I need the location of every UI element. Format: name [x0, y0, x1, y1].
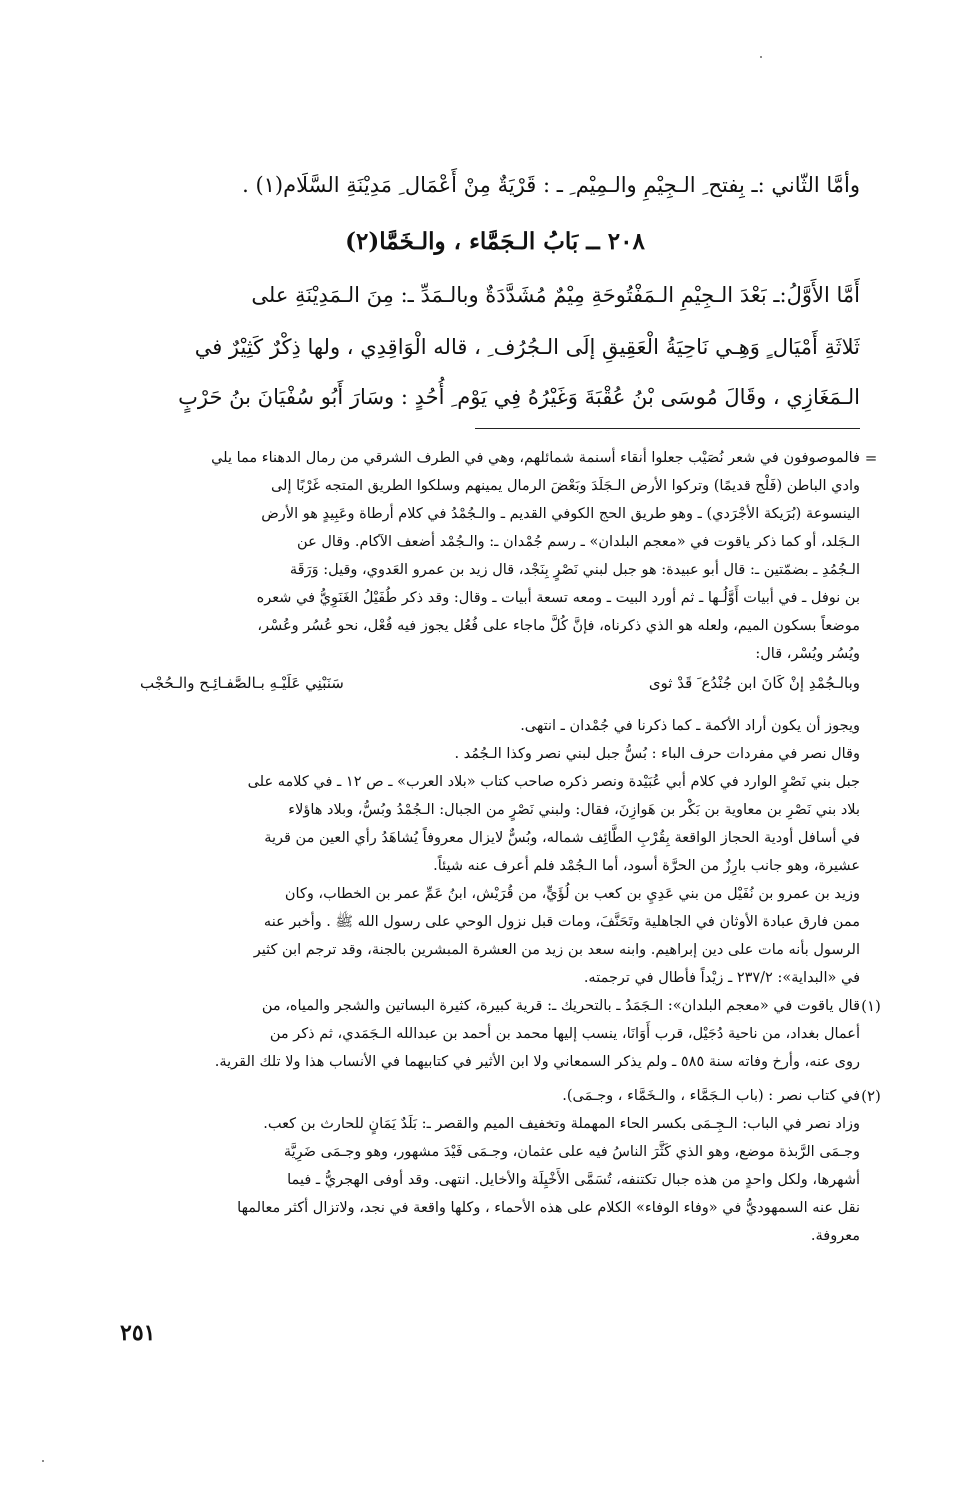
footnote-line: ممن فارق عبادة الأوثان في الجاهلية وتَحَنَّفَ، ومات قبل نزول الوحي على رسول الله ﷺ . وأخبر عنه: [263, 914, 860, 930]
footnote-2-line: معروفة.: [810, 1228, 860, 1244]
footnote-1-line: قال ياقوت في «معجم البلدان»: الـجَمَدُ ـ بالتحريك ـ: قرية كبيرة، كثيرة البساتين والشجر والمياه، من: [261, 998, 860, 1014]
footnote-1-line: روى عنه، وأرخ وفاته سنة ٥٨٥ ـ ولم يذكر السمعاني ولا ابن الأثير في كتابيهما في الأنساب هذا ولا تلك القرية.: [214, 1054, 860, 1070]
footnote-cont-line: موضعاً بسكون الميم، ولعله هو الذي ذكرناه، فإنَّ كُلَّ ماجاء على فُعُل يجوز فيه فُعْل، نحو عُسُر وعُسْر،: [257, 618, 860, 634]
continuation-marker: =: [864, 449, 878, 467]
scan-speck: [42, 1460, 44, 1462]
main-paragraph-line-1: أَمَّا الأَوَّلُ:ـ بَعْدَ الـجِيْمِ الـمَفْتُوحَةِ مِيْمٌ مُشَدَّدَةٌ وبالـمَدِّ ـ: مِنَ الـمَدِيْنَةِ على: [251, 283, 860, 307]
scan-speck: [760, 56, 762, 58]
footnote-line: عشيرة، وهو جانب بارِزٌ من الحرَّة أسود، أما الـجُمْد فلم أعرف عنه شيئاً.: [433, 858, 860, 874]
footnote-cont-line: فالموصوفون في شعر نُصَيْب جعلوا أنقاء أسنمة شمائلهم، وهي في الطرف الشرقي من رمال الدهناء مما يلي: [211, 450, 860, 466]
footnote-2-line: أشهرها، ولكل واحدٍ من هذه جبال تكتنفه، تُسَمَّى الأَخْيِلَة والأخايل. انتهى. وقد أوفى الهجريُّ ـ فيما: [287, 1172, 860, 1188]
footnote-2-line: وزاد نصر في الباب: الـجِـمَى بكسر الحاء المهملة وتخفيف الميم والقصر ـ: بَلَدٌ يَمَانٍ للحارث بن كعب.: [263, 1116, 860, 1132]
page-number: ٢٥١: [120, 1320, 156, 1346]
footnote-cont-line: الـجَلد، أو كما ذكر ياقوت في «معجم البلدان» ـ رسم جُمْدان ـ: والـجُمْد أضعف الآكام. وقال عن: [297, 534, 860, 550]
verse-hemistich-first: وبالـجُمْدِ إنْ كَانَ ابن جُنْدُع َ قَدْ ثوى: [648, 674, 860, 692]
footnote-line: الرسول بأنه مات على دين إبراهيم. وابنه سعد بن زيد من العشرة المبشرين بالجنة، وقد ترجم ابن كثير: [253, 942, 860, 958]
poetry-verse: [140, 668, 860, 698]
footnote-cont-line: ويُسُر ويُسْر، قال:: [755, 646, 860, 662]
footnote-2-line: في كتاب نصر : (باب الـجَمَّاء ، والـخَمَّاء ، وجـمَى).: [562, 1088, 860, 1104]
footnote-cont-line: الينسوعة (بُرَيكة الأجْرَدي) ـ وهو طريق الحج الكوفي القديم ـ والـجُمْدُ في كلام أرطاة وعَبِيدٍ هو الأرض: [261, 506, 860, 522]
footnote-cont-line: وادي الباطن (فَلْج قديمًا) وتركوا الأرض الـجَلَدَ وبَعْضَ الرمال يمينهم وسلكوا الطريق المتجه غَرْبًا إلى: [270, 478, 860, 494]
footnote-line: بلاد بني نَصْرِ بن معاوية بن بَكْر بن هَوازِنَ، فقال: ولبني نَصْرٍ من الجبال: الـجُمْدُ وبُسُّ، وبلاد هاؤلاء: [288, 802, 860, 818]
footnote-line: وقال نصر في مفردات حرف الباء : بُسُّ جبل لبني نصر وكذا الـجُمُد .: [454, 746, 860, 762]
footnote-1-marker: (١): [861, 997, 881, 1015]
footnote-line: في أسافل أودية الحجاز الواقعة بِقُرْبِ الطَّائِف شماله، وبُسٌّ لايزال معروفاً يُشاهَدُ رأي العين من قرية: [264, 830, 860, 846]
footnote-1-line: أعمال بغداد، من ناحية دُجَيْل، قرب أَوَانَا، ينسب إليها محمد بن أحمد بن عبدالله الـجَمَدي، ثم ذكر من: [269, 1026, 860, 1042]
footnote-line: وزيد بن عمرو بن نُفَيْل من بني عَدِيِ بن كعب بن لُؤَيٍّ، من قُرَيْش، ابنُ عَمِّ عمر بن الخطاب، وكان: [284, 886, 860, 902]
footnote-2-marker: (٢): [861, 1087, 881, 1105]
main-paragraph-line-2: ثَلاثَةِ أَمْيَال ٍ وَهِـي نَاحِيَةُ الْعَقِيقِ إلَى الـجُرُف ِ ، قاله الْوَاقِدِي ، ولها ذِكْرٌ كَثِيْرٌ في: [194, 335, 860, 359]
top-line: وأمَّا الثّاني :ـ بِفتح ِ الـجِيْمِ والـمِيْم ِ ـ : قَرْيَةٌ مِنْ أَعْمَال ِ مَدِيْنَةِ السَّلَام(١) .: [242, 173, 860, 197]
footnote-line: جبل بني نَصْرٍ الوارد في كلام أبي عُبَيْدة ونصر ذكره صاحب كتاب «بلاد العرب» ـ ص ١٢ ـ في كلامه على: [247, 774, 860, 790]
footnote-line: ويجوز أن يكون أراد الأكمة ـ كما ذكرنا في جُمْدان ـ انتهى.: [520, 718, 860, 734]
main-paragraph-line-3: الـمَغَازِي ، وقَالَ مُوسَى بْنُ عُقْبَةَ وَغَيْرُهُ فِي يَوْم ِ أُحُدٍ : وسَارَ أَبُو سُفْيَانَ بنُ حَرْبٍ: [178, 385, 860, 409]
footnote-cont-line: بن نوفل ـ في أبيات أَوَّلُـها ـ ثم أورد البيت ـ ومعه تسعة أبيات ـ وقال: وقد ذكر طُفَيْلُ الغَنَوِيُّ في شعره: [256, 590, 860, 606]
footnote-separator: [475, 428, 860, 429]
verse-hemistich-second: سَنَبْنِي عَلَيْـهِ بـالصَّفـائِـح والـحُجْب: [140, 674, 344, 692]
footnote-2-line: نقل عنه السمهوديُّ في «وفاء الوفاء» الكلام على هذه الأحماء ، وكلها واقعة في نجد، ولاتزال أكثر معالمها: [237, 1200, 860, 1216]
footnote-cont-line: الـجُمُدِ ـ بضمّتين ـ: قال أبو عبيدة: هو جبل لبني نَصْرٍ بِنَجْد، قال زيد بن عمرو العَدوي، وقيل: وَرَقَة: [289, 562, 860, 578]
footnote-2-line: وجـمَى الرَّبذة موضع، وهو الذي كَثَّرَ الناسُ فيه على عثمان، وجـمَى فَيْدَ مشهور، وهو وجـمَى ضَرِيَّة: [283, 1144, 860, 1160]
section-heading: ٢٠٨ ــ بَابُ الـجَمَّاء ، والـخَمَّا(٢): [345, 228, 645, 255]
footnote-line: في «البداية»: ٢٣٧/٢ ـ زيْداً فأطال في ترجمته.: [583, 970, 860, 986]
